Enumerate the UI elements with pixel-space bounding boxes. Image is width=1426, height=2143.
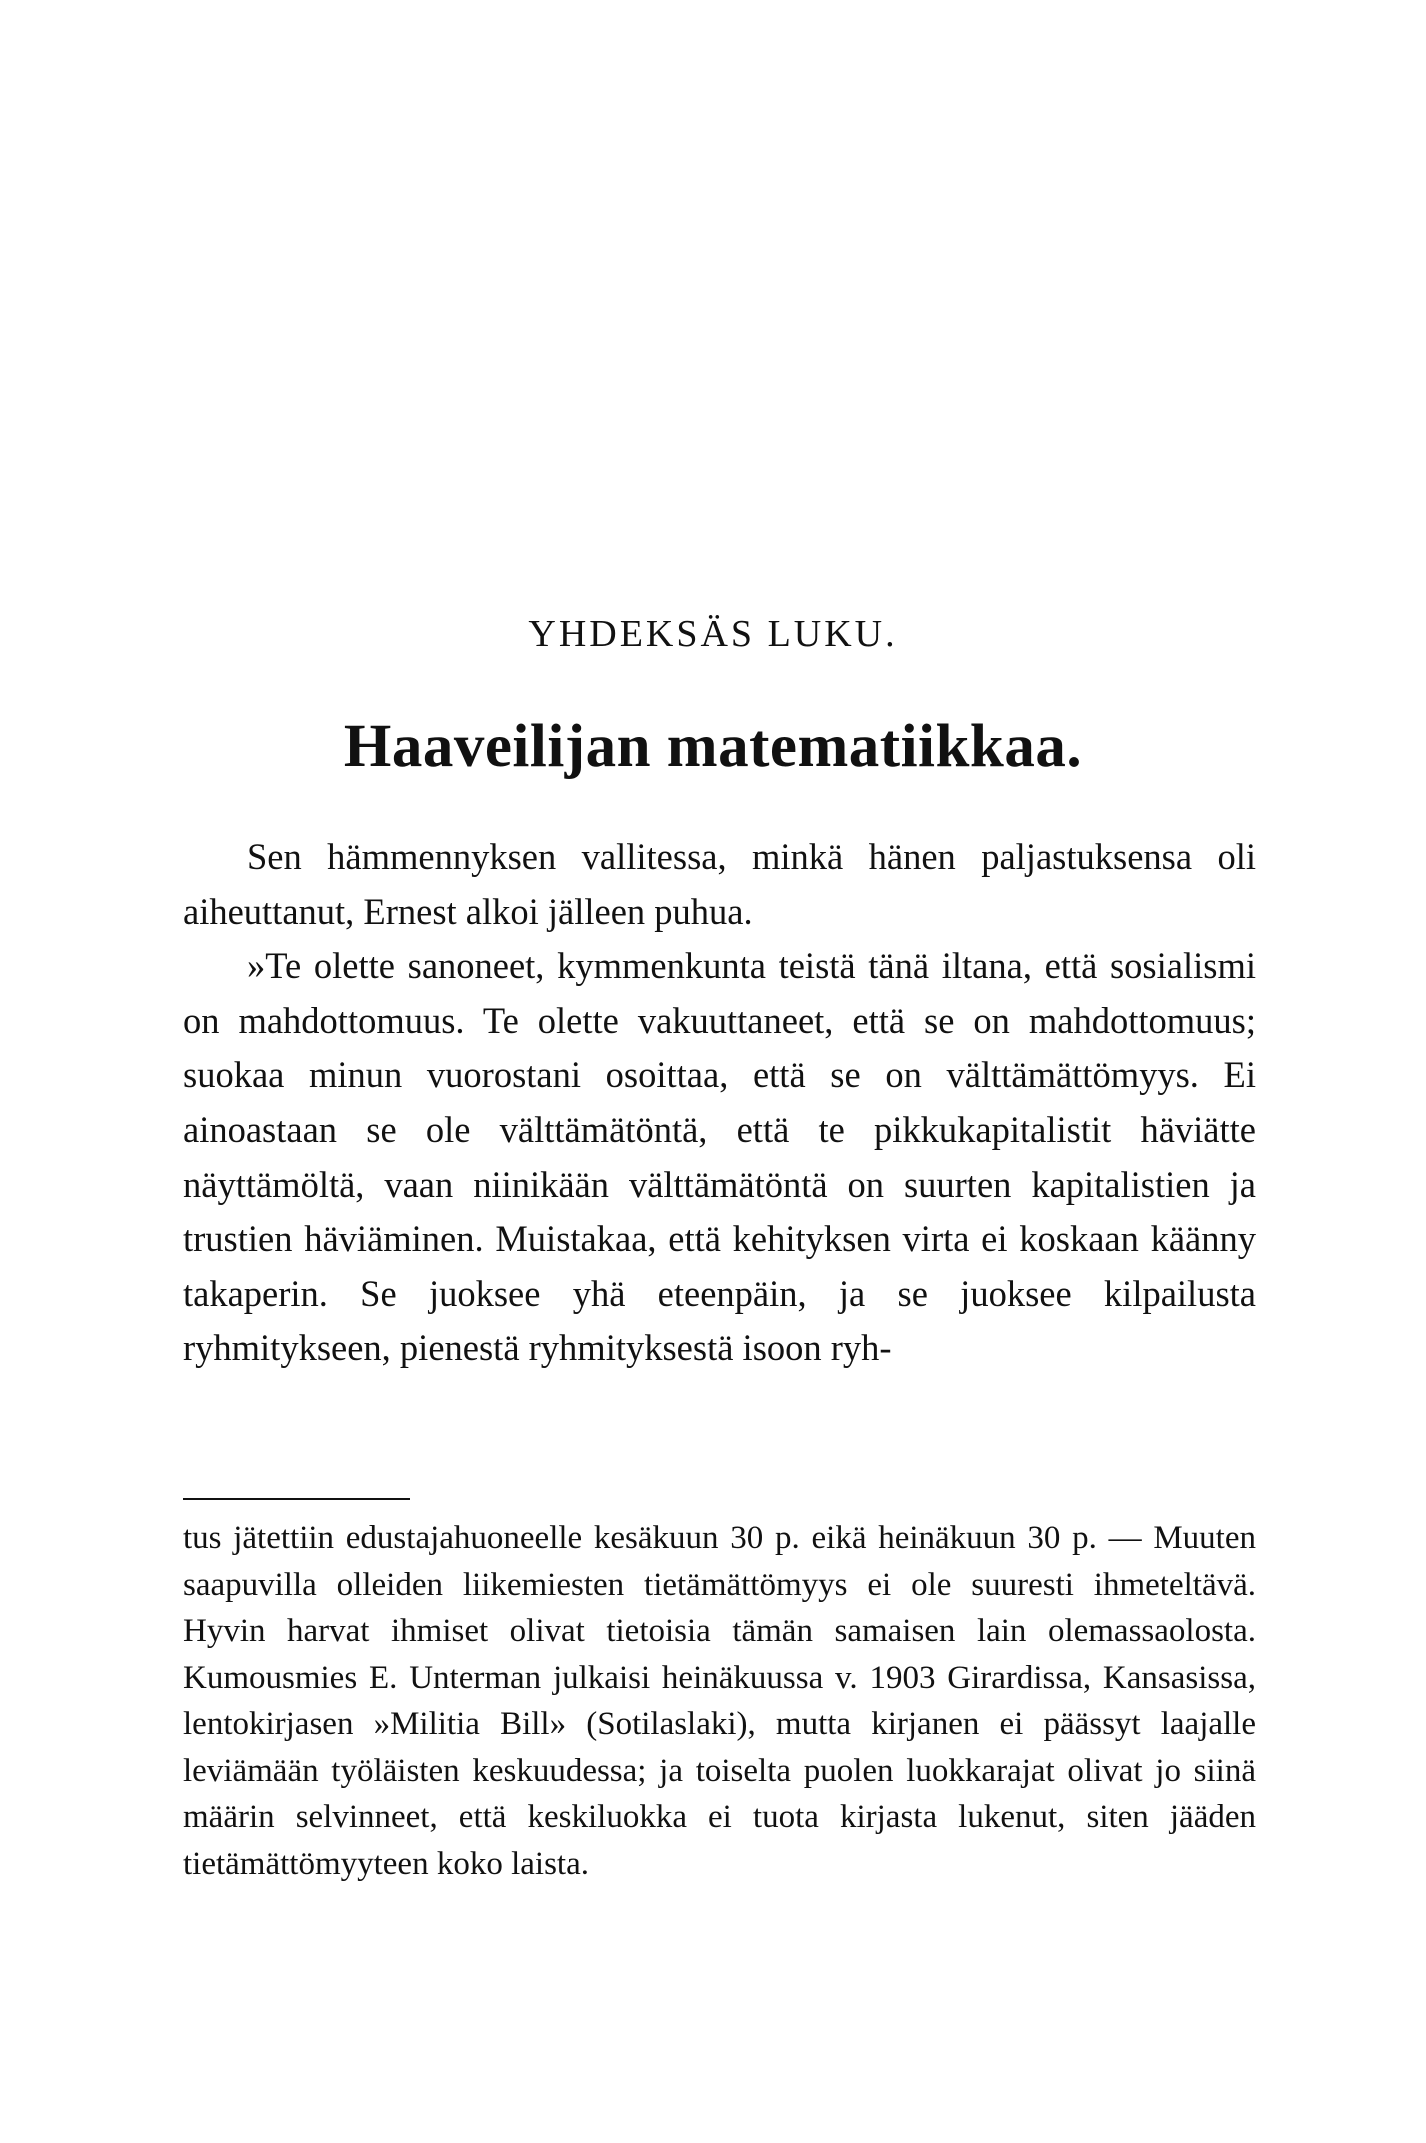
footnote-divider bbox=[183, 1498, 410, 1500]
chapter-title: Haaveilijan matematiikkaa. bbox=[343, 713, 1083, 780]
body-paragraph-2: »Te olette sanoneet, kymmenkunta teistä tänä iltana, että sosialismi on mahdottomuus. Te olette vakuuttaneet, että se on mahdottomuus; suokaa minun vuorostani osoittaa, että se on välttämättömyys. Ei ainoastaan se ole välttämätöntä, että te pikkukapitalistit häviätte näyttämöltä, vaan niinikään välttämätöntä on suurten kapitalistien ja trustien häviäminen. Muistakaa, että kehityksen virta ei koskaan käänny takaperin. Se juoksee yhä eteenpäin, ja se juoksee kilpailusta ryhmitykseen, pienestä ryhmityksestä isoon ryh- bbox=[183, 945, 1256, 1369]
chapter-number-heading: YHDEKSÄS LUKU. bbox=[528, 613, 898, 655]
footnote-text: tus jätettiin edustajahuoneelle kesäkuun 30 p. eikä heinäkuun 30 p. — Muuten saapuvilla olleiden liikemiesten tietämättömyys ei ole suuresti ihmeteltävä. Hyvin harvat ihmiset olivat tietoisia tämän samaisen lain olemassaolosta. Kumousmies E. Unterman julkaisi heinäkuussa v. 1903 Girardissa, Kansasissa, lentokirjasen »Militia Bill» (Sotilaslaki), mutta kirjanen ei päässyt laajalle leviämään työläisten keskuudessa; ja toiselta puolen luokkarajat olivat jo siinä määrin selvinneet, että keskiluokka ei tuota kirjasta lukenut, siten jääden tietämättömyyteen koko laista. bbox=[183, 1520, 1256, 1882]
body-paragraph-1: Sen hämmennyksen vallitessa, minkä hänen paljastuksensa oli aiheuttanut, Ernest alkoi jälleen puhua. bbox=[183, 836, 1256, 932]
body-text bbox=[183, 830, 1256, 1376]
